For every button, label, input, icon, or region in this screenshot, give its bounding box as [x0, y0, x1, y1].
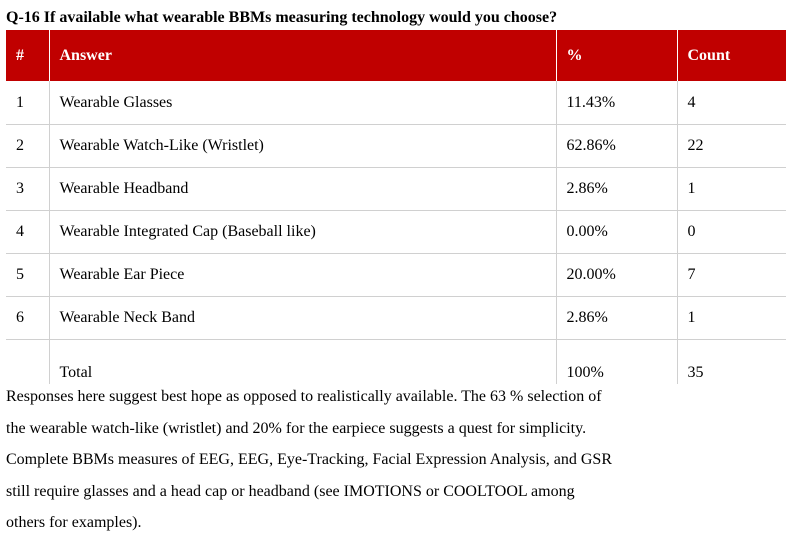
row-percent: 20.00%: [556, 254, 677, 297]
row-answer: Wearable Neck Band: [49, 297, 556, 340]
table-row: [6, 125, 786, 168]
table-header-row: [6, 30, 786, 81]
table-row: [6, 81, 786, 125]
row-answer: Wearable Watch-Like (Wristlet): [49, 125, 556, 168]
results-table: [6, 30, 786, 384]
paragraph-line: the wearable watch-like (wristlet) and 20% for the earpiece suggests a quest for simplicity.: [6, 419, 587, 437]
row-count: 0: [677, 211, 786, 254]
row-count: 1: [677, 297, 786, 340]
row-answer: Wearable Ear Piece: [49, 254, 556, 297]
row-number: 6: [6, 297, 49, 340]
total-row: [6, 340, 786, 385]
question-title: Q-16 If available what wearable BBMs measuring technology would you choose?: [6, 9, 558, 26]
row-count: 4: [677, 81, 786, 125]
header-percent: %: [556, 30, 677, 81]
row-percent: 62.86%: [556, 125, 677, 168]
row-percent: 0.00%: [556, 211, 677, 254]
total-label: Total: [49, 340, 556, 385]
row-count: 22: [677, 125, 786, 168]
header-answer: Answer: [49, 30, 556, 81]
paragraph-line: Responses here suggest best hope as opposed to realistically available. The 63 % selection of: [6, 388, 602, 405]
table-row: [6, 254, 786, 297]
row-answer: Wearable Headband: [49, 168, 556, 211]
row-number: 4: [6, 211, 49, 254]
row-answer: Wearable Integrated Cap (Baseball like): [49, 211, 556, 254]
table-row: [6, 297, 786, 340]
row-percent: 2.86%: [556, 168, 677, 211]
row-number: 5: [6, 254, 49, 297]
commentary-paragraph: [6, 381, 786, 539]
row-number: 2: [6, 125, 49, 168]
row-percent: 11.43%: [556, 81, 677, 125]
row-count: 1: [677, 168, 786, 211]
total-number: [6, 340, 49, 385]
row-count: 7: [677, 254, 786, 297]
header-number: #: [6, 30, 49, 81]
table-row: [6, 211, 786, 254]
header-count: Count: [677, 30, 786, 81]
row-number: 1: [6, 81, 49, 125]
total-count: 35: [687, 364, 704, 381]
total-percent: 100%: [556, 340, 677, 385]
row-number: 3: [6, 168, 49, 211]
row-answer: Wearable Glasses: [49, 81, 556, 125]
row-percent: 2.86%: [556, 297, 677, 340]
paragraph-line: others for examples).: [6, 514, 142, 531]
table-row: [6, 168, 786, 211]
paragraph-line: still require glasses and a head cap or headband (see IMOTIONS or COOLTOOL among: [6, 482, 575, 500]
paragraph-line: Complete BBMs measures of EEG, EEG, Eye-Tracking, Facial Expression Analysis, and GSR: [6, 451, 612, 468]
